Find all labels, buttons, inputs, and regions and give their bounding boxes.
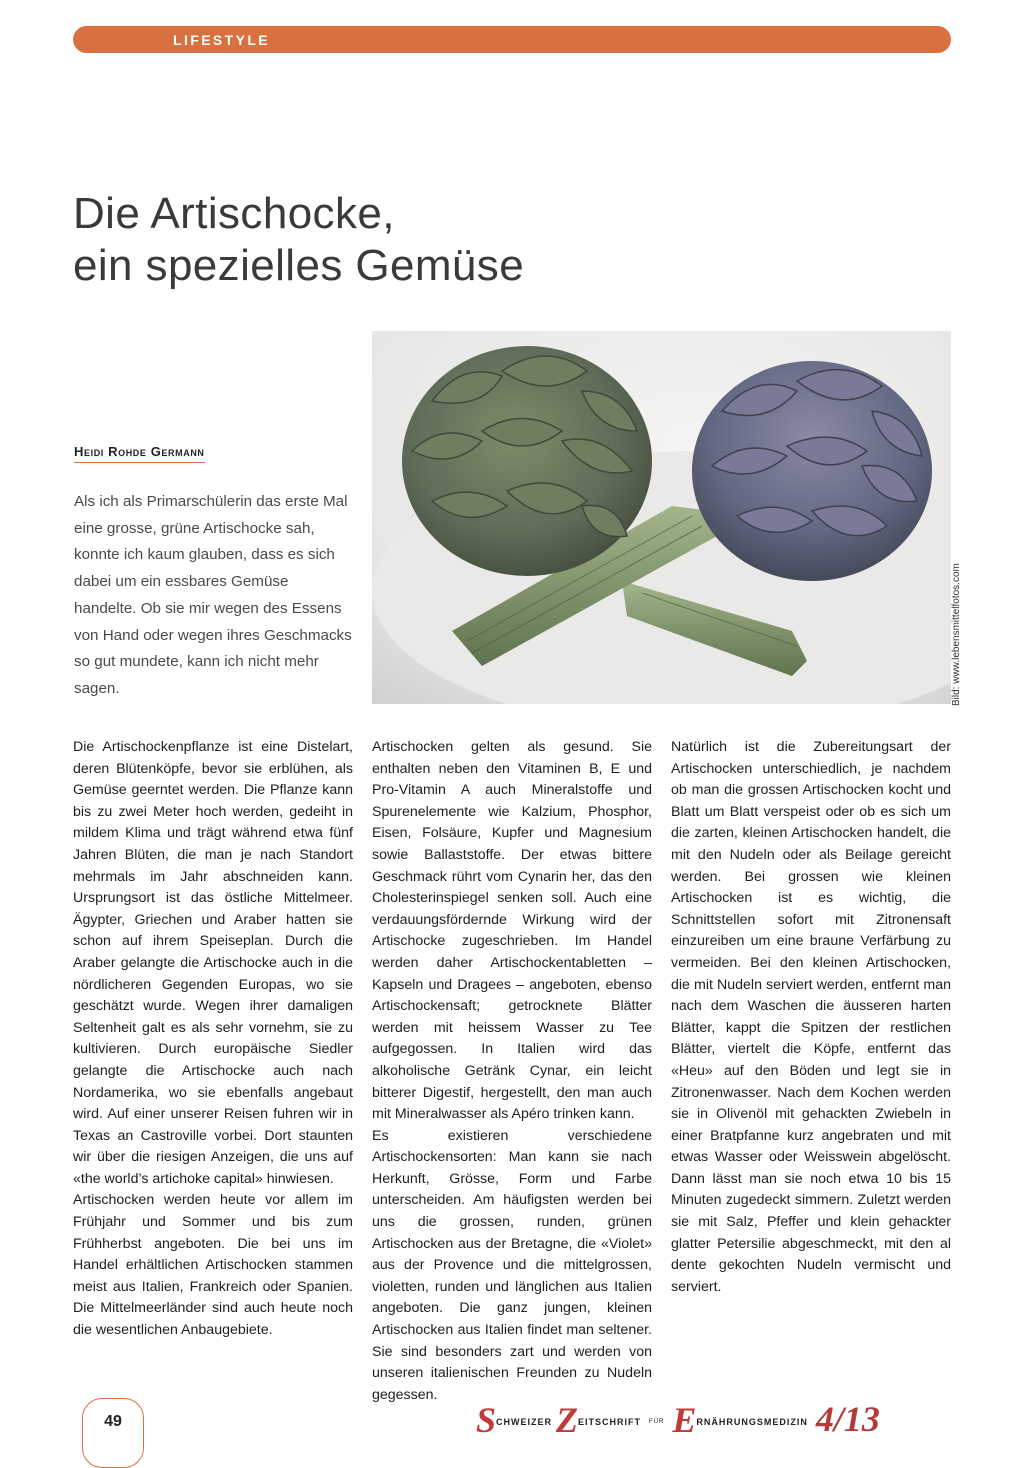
section-header-bar bbox=[73, 26, 951, 53]
body-paragraph: Es existieren verschiedene Artischockensorten: Man kann sie nach Herkunft, Grösse, Form und Farbe unterscheiden. Am häufigsten werden bei uns die grossen, runden, grünen Artischocken aus der Bretagne, die «Violet» aus der Provence und die mittelgrossen, violetten, runden und länglichen aus Italien angeboten. Die ganz jungen, kleinen Artischocken aus Italien findet man seltener. Sie sind besonders zart und werden von unseren italienischen Freunden zu Nudeln gegessen. bbox=[372, 1127, 652, 1403]
journal-word-ernaehrungsmedizin: RNÄHRUNGSMEDIZIN bbox=[696, 1417, 808, 1427]
journal-logo bbox=[476, 1398, 880, 1440]
section-label: LIFESTYLE bbox=[173, 32, 271, 48]
article-title bbox=[73, 188, 524, 292]
lead-paragraph: Als ich als Primarschülerin das erste Mal eine grosse, grüne Artischocke sah, konnte ich kaum glauben, dass es sich dabei um ein essbares Gemüse handelte. Ob sie mir wegen des Essens von Hand oder wegen ihres Geschmacks so gut mundete, kann ich nicht mehr sagen. bbox=[74, 493, 352, 697]
body-paragraph: Artischocken gelten als gesund. Sie enthalten neben den Vitaminen B, E und Pro-Vitamin A auch Mineralstoffe und Spurenelemente wie Kalzium, Phosphor, Eisen, Folsäure, Kupfer und Magnesium sowie Ballaststoffe. Der etwas bittere Geschmack rührt vom Cynarin her, das den Cholesterinspiegel senken soll. Auch eine verdauungsfördernde Wirkung wird der Artischocke zugeschrieben. Im Handel werden daher Artischockentabletten – Kapseln und Dragees – angeboten, ebenso Artischockensaft; getrocknete Blätter werden mit heissem Wasser zu Tee aufgegossen. In Italien wird das alkoholische Getränk Cynar, ein leicht bitterer Digestif, hergestellt, den man auch mit Mineralwasser als Apéro trinken kann. bbox=[372, 739, 652, 1123]
journal-word-zeitschrift: EITSCHRIFT bbox=[578, 1417, 642, 1427]
body-paragraph: Natürlich ist die Zubereitungsart der Artischocken unterschiedlich, je nachdem ob man die grossen Artischocken kocht und Blatt um Blatt verspeist oder ob es sich um die zarten, kleinen Artischocken handelt, die mit den Nudeln oder als Beilage gereicht werden. Bei grossen wie kleinen Artischocken ist es wichtig, die Schnittstellen sofort mit Zitronensaft einzureiben um eine braune Verfärbung zu vermeiden. Bei den kleinen Artischocken, die mit Nudeln serviert werden, entfernt man nach dem Waschen die äusseren harten Blätter, kappt die Spitzen der restlichen Blätter, viertelt die Köpfe, entfernt das «Heu» auf den Böden und legt sie in Zitronenwasser. Nach dem Kochen werden sie in Olivenöl mit gehackten Zwiebeln in einer Bratpfanne kurz angebraten und mit etwas Wasser oder Weisswein abgelöscht. Dann lässt man sie noch etwa 10 bis 15 Minuten zugedeckt simmern. Zuletzt werden sie mit Salz, Pfeffer und klein gehackter glatter Petersilie abgeschmeckt, mit den al dente gekochten Nudeln vermischt und serviert. bbox=[671, 739, 951, 1295]
body-column-3 bbox=[671, 737, 951, 1298]
title-line-1: Die Artischocke, bbox=[73, 189, 395, 238]
journal-word-schweizer: CHWEIZER bbox=[496, 1417, 553, 1427]
title-line-2: ein spezielles Gemüse bbox=[73, 241, 525, 290]
body-paragraph: Artischocken werden heute vor allem im Frühjahr und Sommer und bis zum Frühherbst angeboten. Die bei uns im Handel erhältlichen Artischocken stammen meist aus Italien, Frankreich oder Spanien. Die Mittelmeerländer sind auch heute noch die wesentlichen Anbaugebiete. bbox=[73, 1192, 353, 1339]
photo-credit: Bild: www.lebensmittelfotos.com bbox=[951, 563, 962, 706]
page-number-box bbox=[82, 1398, 144, 1468]
body-paragraph: Die Artischockenpflanze ist eine Distelart, deren Blütenköpfe, bevor sie erblühen, als Gemüse geerntet werden. Die Pflanze kann bis zu zwei Meter hoch werden, gedeiht in mildem Klima und trägt während etwa fünf Jahren Blüten, die man je nach Standort mehrmals im Jahr abschneiden kann. Ursprungsort ist das östliche Mittelmeer. Ägypter, Griechen und Araber hatten sie schon auf ihrem Speiseplan. Durch die Araber gelangte die Artischocke auch in die nördlicheren Gegenden Europas, wo sie geschätzt wurde. Wegen ihrer damaligen Seltenheit galt es als sehr vornehm, sie zu kultivieren. Durch europäische Siedler gelangte die Artischocke auch nach Nordamerika, wo sie ebenfalls angebaut wird. Auf einer unserer Reisen fuhren wir in Texas an Castroville vorbei. Dort staunten wir über die riesigen Anzeigen, die uns auf «the world’s artichoke capital» hinwiesen. bbox=[73, 739, 353, 1187]
journal-letter-z: Z bbox=[556, 1400, 579, 1440]
journal-word-fuer: FÜR bbox=[649, 1419, 665, 1425]
journal-letter-s: S bbox=[476, 1400, 497, 1440]
page-number: 49 bbox=[104, 1413, 122, 1430]
author-byline: Heidi Rohde Germann bbox=[74, 444, 205, 463]
body-column-1 bbox=[73, 737, 353, 1342]
body-column-2 bbox=[372, 737, 652, 1406]
artichoke-photo bbox=[372, 331, 951, 704]
journal-letter-e: E bbox=[672, 1400, 697, 1440]
issue-number: 4/13 bbox=[815, 1399, 880, 1439]
